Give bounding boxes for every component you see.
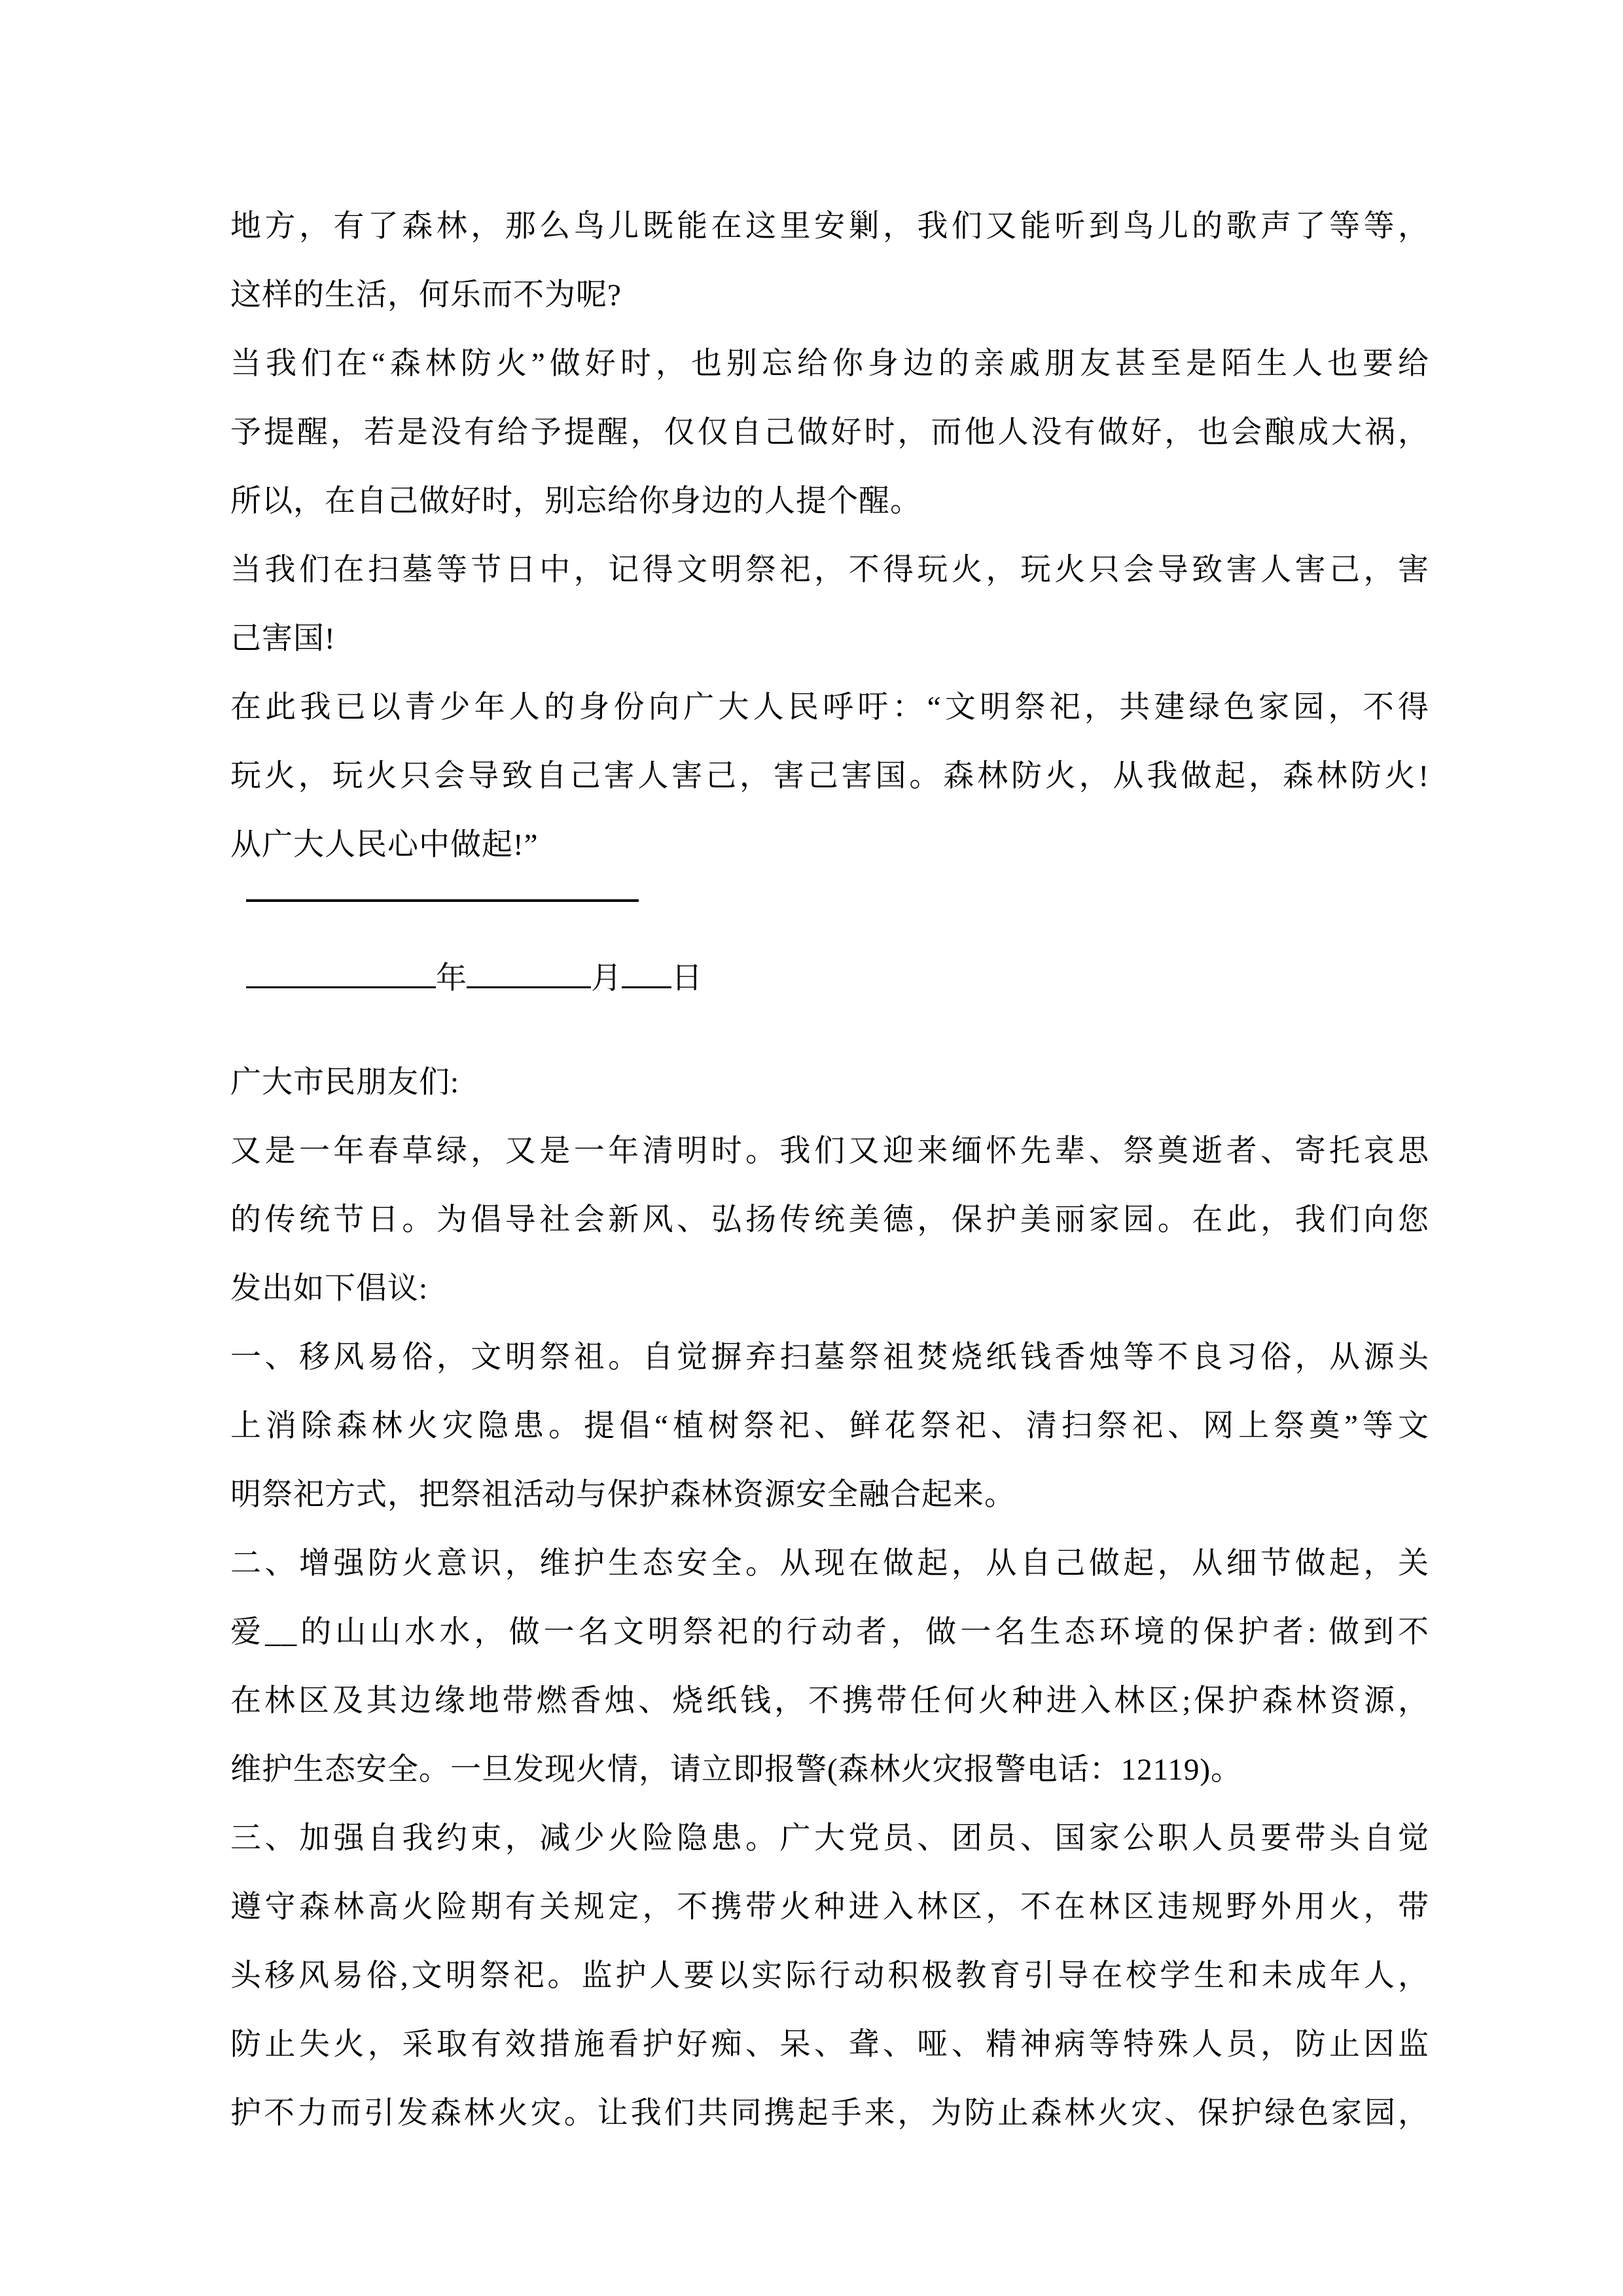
proposal-section: [230, 1049, 1429, 2148]
text-line: 从广大人民心中做起!”: [230, 828, 539, 862]
text-line: 遵守森林高火险期有关规定，不携带火种进入林区，不在林区违规野外用火，带: [230, 1890, 1429, 1924]
letter-end-section: [230, 192, 1429, 880]
text-line: 在此我已以青少年人的身份向广大人民呼吁：“文明祭祀，共建绿色家园，不得: [230, 691, 1429, 725]
signature-line: [246, 899, 639, 902]
text-line: 地方，有了森林，那么鸟儿既能在这里安剿，我们又能听到鸟儿的歌声了等等，: [230, 209, 1429, 243]
text-line: 维护生态安全。一旦发现火情，请立即报警(森林火灾报警电话：12119)。: [230, 1753, 1243, 1787]
text-line: 的传统节日。为倡导社会新风、弘扬传统美德，保护美丽家园。在此，我们向您: [230, 1203, 1429, 1237]
month-label: 月: [591, 961, 622, 996]
text-line: 玩火，玩火只会导致自己害人害己，害己害国。森林防火，从我做起，森林防火!: [230, 759, 1429, 793]
text-line: 在林区及其边缘地带燃香烛、烧纸钱，不携带任何火种进入林区;保护森林资源，: [230, 1684, 1429, 1718]
text-line: 予提醒，若是没有给予提醒，仅仅自己做好时，而他人没有做好，也会酿成大祸，: [230, 416, 1429, 450]
text-line: 所以，在自己做好时，别忘给你身边的人提个醒。: [230, 484, 921, 518]
salutation-line: 广大市民朋友们:: [230, 1066, 460, 1100]
day-blank-underline: [622, 986, 671, 988]
year-label: 年: [436, 961, 467, 996]
text-line: 这样的生活，何乐而不为呢?: [230, 278, 622, 312]
text-line: 己害国!: [230, 622, 336, 656]
text-line: 二、增强防火意识，维护生态安全。从现在做起，从自己做起，从细节做起，关: [230, 1547, 1429, 1581]
text-line: 当我们在“森林防火”做好时，也别忘给你身边的亲戚朋友甚至是陌生人也要给: [230, 347, 1429, 381]
text-line: 发出如下倡议:: [230, 1272, 429, 1306]
text-line: 一、移风易俗，文明祭祖。自觉摒弃扫墓祭祖焚烧纸钱香烛等不良习俗，从源头: [230, 1340, 1429, 1374]
text-line: 头移风易俗,文明祭祀。监护人要以实际行动积极教育引导在校学生和未成年人，: [230, 1959, 1429, 1993]
year-blank-underline: [246, 986, 436, 988]
text-line: 明祭祀方式，把祭祖活动与保护森林资源安全融合起来。: [230, 1478, 1016, 1512]
month-blank-underline: [467, 986, 591, 988]
date-line: [230, 942, 1429, 1049]
day-label: 日: [671, 961, 702, 996]
text-line: 当我们在扫墓等节日中，记得文明祭祀，不得玩火，玩火只会导致害人害己，害: [230, 553, 1429, 587]
text-line: 防止失火，采取有效措施看护好痴、呆、聋、哑、精神病等特殊人员，防止因监: [230, 2028, 1429, 2062]
text-line: 三、加强自我约束，减少火险隐患。广大党员、团员、国家公职人员要带头自觉: [230, 1821, 1429, 1856]
text-line: 上消除森林火灾隐患。提倡“植树祭祀、鲜花祭祀、清扫祭祀、网上祭奠”等文: [230, 1409, 1429, 1443]
text-line: 又是一年春草绿，又是一年清明时。我们又迎来缅怀先辈、祭奠逝者、寄托哀思: [230, 1134, 1429, 1168]
signature-line-row: [230, 880, 1429, 942]
text-line: 爱__的山山水水，做一名文明祭祀的行动者，做一名生态环境的保护者: 做到不: [230, 1615, 1429, 1649]
text-line: 护不力而引发森林火灾。让我们共同携起手来，为防止森林火灾、保护绿色家园，: [230, 2096, 1429, 2130]
